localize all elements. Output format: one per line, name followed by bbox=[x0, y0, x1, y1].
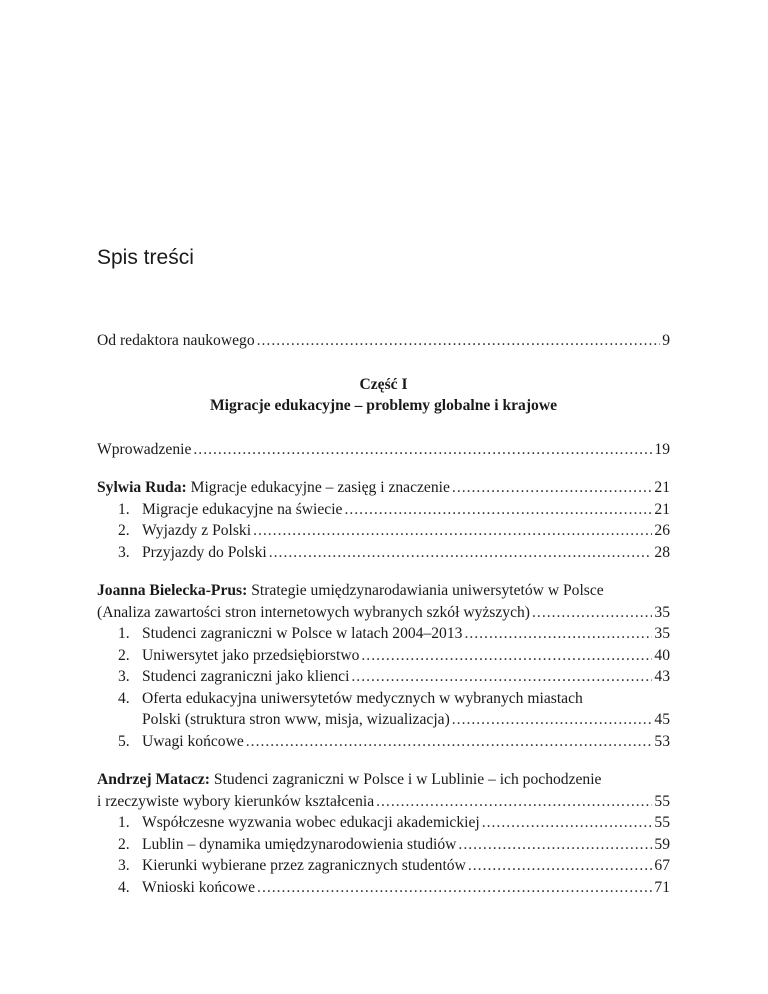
table-of-contents bbox=[97, 330, 670, 898]
page-number: 35 bbox=[654, 625, 670, 642]
dot-leader bbox=[452, 709, 653, 731]
dot-leader bbox=[532, 602, 652, 624]
page-number: 67 bbox=[654, 857, 670, 874]
chapter-title-text: i rzeczywiste wybory kierunków kształcenia bbox=[97, 792, 375, 810]
chapter-title bbox=[97, 477, 450, 499]
section-entry bbox=[97, 542, 670, 564]
page-number: 21 bbox=[654, 479, 670, 496]
dot-leader bbox=[193, 439, 652, 461]
section-entry bbox=[97, 877, 670, 899]
entry-label: Od redaktora naukowego bbox=[97, 332, 255, 349]
chapter-author: Andrzej Matacz: bbox=[97, 771, 211, 788]
section-label: Wyjazdy z Polski bbox=[142, 522, 252, 539]
dot-leader bbox=[376, 791, 652, 813]
dot-leader bbox=[468, 855, 653, 877]
dot-leader bbox=[482, 812, 653, 834]
entry-label: Wprowadzenie bbox=[97, 440, 192, 458]
section-number: 1. bbox=[118, 814, 130, 831]
section-label: Migracje edukacyjne na świecie bbox=[142, 500, 343, 518]
page-number: 53 bbox=[654, 732, 670, 750]
section-label: Studenci zagraniczni jako klienci bbox=[142, 668, 350, 685]
page-number: 28 bbox=[654, 543, 670, 561]
chapter-title-text: Studenci zagraniczni w Polsce i w Lublinie – ich pochodzenie bbox=[210, 771, 602, 788]
page-number: 55 bbox=[654, 792, 670, 810]
section-number: 2. bbox=[118, 835, 130, 853]
section-entry-line bbox=[97, 688, 670, 710]
section-entry bbox=[97, 855, 670, 877]
dot-leader bbox=[361, 645, 652, 667]
dot-leader bbox=[269, 542, 653, 564]
toc-entry-foreword bbox=[97, 330, 670, 352]
section-entry bbox=[97, 520, 670, 542]
section-label: Studenci zagraniczni w Polsce w latach 2004–2013 bbox=[142, 625, 463, 642]
section-number: 3. bbox=[118, 857, 130, 874]
page-number: 71 bbox=[654, 878, 670, 896]
page-number: 35 bbox=[654, 603, 670, 621]
dot-leader bbox=[351, 666, 652, 688]
dot-leader bbox=[458, 834, 652, 856]
page-number: 19 bbox=[654, 440, 670, 458]
page-number: 59 bbox=[654, 835, 670, 853]
section-number: 3. bbox=[118, 543, 130, 561]
section-label: Oferta edukacyjna uniwersytetów medycznych w wybranych miastach bbox=[142, 689, 583, 707]
section-entry bbox=[97, 731, 670, 753]
section-number: 1. bbox=[118, 625, 130, 642]
page-title: Spis treści bbox=[97, 246, 194, 269]
chapter-author: Sylwia Ruda: bbox=[97, 479, 187, 496]
section-label: Przyjazdy do Polski bbox=[142, 543, 267, 561]
section-number: 4. bbox=[118, 689, 130, 707]
dot-leader bbox=[344, 499, 652, 521]
section-number: 2. bbox=[118, 646, 130, 664]
chapter-author: Joanna Bielecka-Prus: bbox=[97, 582, 248, 599]
section-number: 4. bbox=[118, 878, 130, 896]
section-number: 5. bbox=[118, 732, 130, 750]
page-number: 21 bbox=[654, 500, 670, 518]
chapter-title-text: Migracje edukacyjne – zasięg i znaczenie bbox=[186, 479, 450, 496]
section-entry bbox=[97, 623, 670, 645]
page-number: 55 bbox=[654, 814, 670, 831]
part-subtitle: Migracje edukacyjne – problemy globalne i krajowe bbox=[209, 397, 558, 414]
chapter-title-text: Strategie umiędzynarodawiania uniwersytetów w Polsce bbox=[247, 582, 604, 599]
page-number: 40 bbox=[654, 646, 670, 664]
section-number: 3. bbox=[118, 668, 130, 685]
dot-leader bbox=[246, 731, 653, 753]
section-entry bbox=[97, 645, 670, 667]
section-label: Współczesne wyzwania wobec edukacji akademickiej bbox=[142, 814, 480, 831]
chapter-entry bbox=[97, 602, 670, 624]
section-number: 1. bbox=[118, 500, 130, 518]
section-entry bbox=[97, 666, 670, 688]
chapter-entry bbox=[97, 477, 670, 499]
toc-entry-introduction bbox=[97, 439, 670, 461]
section-label: Kierunki wybierane przez zagranicznych studentów bbox=[142, 857, 466, 874]
section-label: Uwagi końcowe bbox=[142, 732, 244, 750]
dot-leader bbox=[464, 623, 652, 645]
page-number: 9 bbox=[662, 332, 670, 349]
section-entry bbox=[97, 812, 670, 834]
dot-leader bbox=[257, 330, 661, 352]
page-number: 26 bbox=[654, 522, 670, 539]
dot-leader bbox=[257, 877, 652, 899]
section-entry bbox=[97, 709, 670, 731]
section-label: Polski (struktura stron www, misja, wizualizacja) bbox=[142, 711, 450, 728]
section-number: 2. bbox=[118, 522, 130, 539]
page-number: 45 bbox=[654, 711, 670, 728]
part-heading: Część I bbox=[359, 375, 408, 393]
section-label: Wnioski końcowe bbox=[142, 878, 256, 896]
chapter-title-line bbox=[97, 580, 670, 602]
dot-leader bbox=[253, 520, 652, 542]
section-entry bbox=[97, 499, 670, 521]
dot-leader bbox=[452, 477, 652, 499]
page-number: 43 bbox=[654, 668, 670, 685]
section-label: Lublin – dynamika umiędzynarodowienia studiów bbox=[142, 835, 457, 853]
chapter-title-line bbox=[97, 769, 670, 791]
section-label: Uniwersytet jako przedsiębiorstwo bbox=[142, 646, 360, 664]
chapter-entry bbox=[97, 791, 670, 813]
chapter-title-text: (Analiza zawartości stron internetowych wybranych szkół wyższych) bbox=[97, 603, 531, 621]
section-entry bbox=[97, 834, 670, 856]
